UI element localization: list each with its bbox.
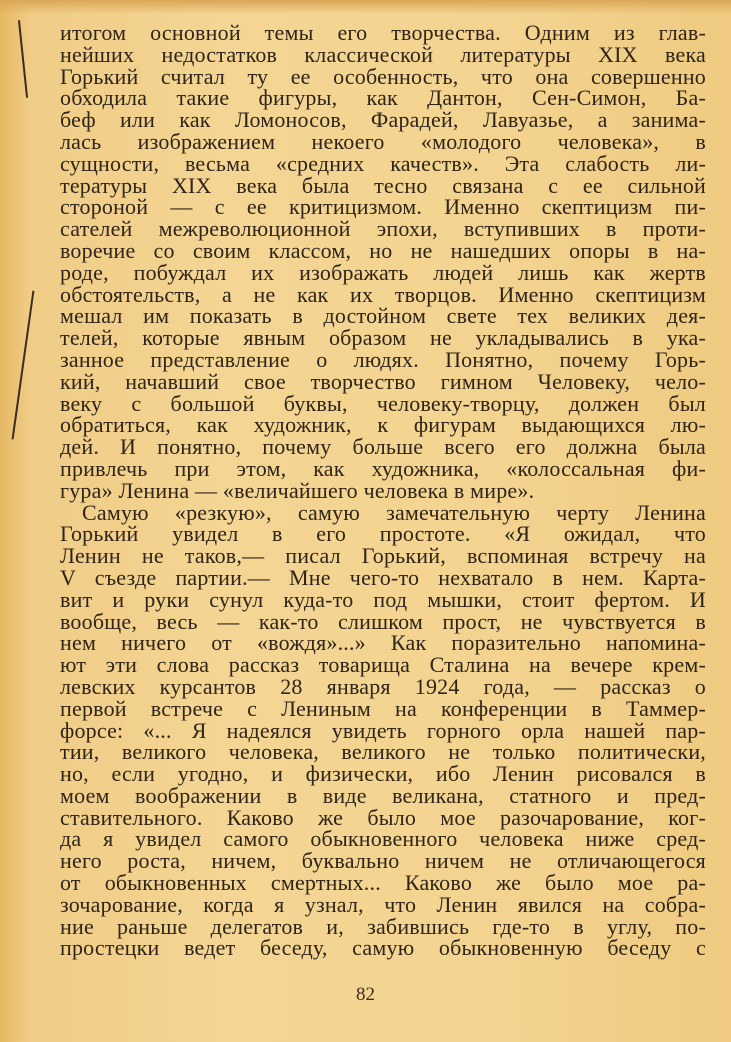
text-line: обратиться, как художник, к фигурам выдающихся лю- <box>60 412 706 438</box>
text-line: от обыкновенных смертных... Каково же было мое ра- <box>60 870 706 896</box>
text-line: обстоятельств, а не как их творцов. Именно скептицизм <box>60 281 706 307</box>
text-line: дей. И понятно, почему больше всего его должна была <box>60 434 706 460</box>
body-text <box>60 22 706 959</box>
text-line: привлечь при этом, как художника, «колоссальная фи- <box>60 455 706 481</box>
text-line: занное представление о людях. Понятно, почему Горь- <box>60 346 706 372</box>
text-line: первой встрече с Лениным на конференции в Таммер- <box>60 695 706 721</box>
text-line: воречие со своим классом, но не нашедших опоры в на- <box>60 237 706 263</box>
text-line: ние раньше делегатов и, забившись где-то в углу, по- <box>60 913 706 939</box>
text-line: итогом основной темы его творчества. Одним из глав- <box>60 20 706 45</box>
text-line: форсе: «... Я надеялся увидеть горного орла нашей пар- <box>60 717 706 743</box>
text-line: Самую «резкую», самую замечательную черту Ленина <box>82 499 706 525</box>
text-line: нейших недостатков классической литературы XIX века <box>60 41 706 67</box>
text-line: телей, которые явным образом не укладывались в ука- <box>60 325 706 351</box>
text-line: беф или как Ломоносов, Фарадей, Лавуазье, а занима- <box>60 107 706 133</box>
text-line: да я увидел самого обыкновенного человека ниже сред- <box>60 826 706 852</box>
text-line: моем воображении в виде великана, статного и пред- <box>60 782 706 808</box>
text-line: Ленин не таков,— писал Горький, вспоминая встречу на <box>60 543 706 569</box>
text-line: роде, побуждал их изображать людей лишь как жертв <box>60 259 706 285</box>
text-line: сателей межреволюционной эпохи, вступивших в проти- <box>60 216 706 242</box>
text-line: лась изображением некоего «молодого человека», в <box>60 128 706 154</box>
text-line: кий, начавший свое творчество гимном Человеку, чело- <box>60 368 706 394</box>
text-line: мешал им показать в достойном свете тех великих дея- <box>60 303 706 329</box>
text-line: ставительного. Каково же было мое разочарование, ког- <box>60 804 706 830</box>
text-line: нем ничего от «вождя»...» Как поразительно напомина- <box>60 630 706 656</box>
margin-pencil-mark <box>12 291 34 440</box>
text-line: Горький считал ту ее особенность, что она совершенно <box>60 63 706 89</box>
text-line: тии, великого человека, великого не только политически, <box>60 739 706 765</box>
text-line: гура» Ленина — «величайшего человека в мире». <box>60 477 535 503</box>
text-line: левских курсантов 28 января 1924 года, — рассказ о <box>60 673 706 699</box>
text-line: но, если угодно, и физически, ибо Ленин рисовался в <box>60 761 706 787</box>
text-line: V съезде партии.— Мне чего-то нехватало в нем. Карта- <box>60 564 706 590</box>
text-line: сущности, весьма «средних качеств». Эта слабость ли- <box>60 150 706 176</box>
text-line: Горький увидел в его простоте. «Я ожидал, что <box>60 521 706 547</box>
text-line: ют эти слова рассказ товарища Сталина на вечере крем- <box>60 652 706 678</box>
text-line: вит и руки сунул куда-то под мышки, стоит фертом. И <box>60 586 706 612</box>
page-number: 82 <box>356 984 375 1005</box>
text-line: простецки ведет беседу, самую обыкновенную беседу с <box>60 935 706 961</box>
text-line: веку с большой буквы, человеку-творцу, должен был <box>60 390 706 416</box>
text-line: вообще, весь — как-то слишком прост, не чувствуется в <box>60 608 706 634</box>
text-line: стороной — с ее критицизмом. Именно скептицизм пи- <box>60 194 706 220</box>
text-line: тературы XIX века была тесно связана с ее сильной <box>60 172 706 198</box>
page-top-edge <box>0 0 731 14</box>
text-line: зочарование, когда я узнал, что Ленин явился на собра- <box>60 891 706 917</box>
margin-pencil-mark <box>18 20 28 98</box>
text-line: него роста, ничем, буквально ничем не отличающегося <box>60 848 706 874</box>
text-line: обходила такие фигуры, как Дантон, Сен-Симон, Ба- <box>60 85 706 111</box>
